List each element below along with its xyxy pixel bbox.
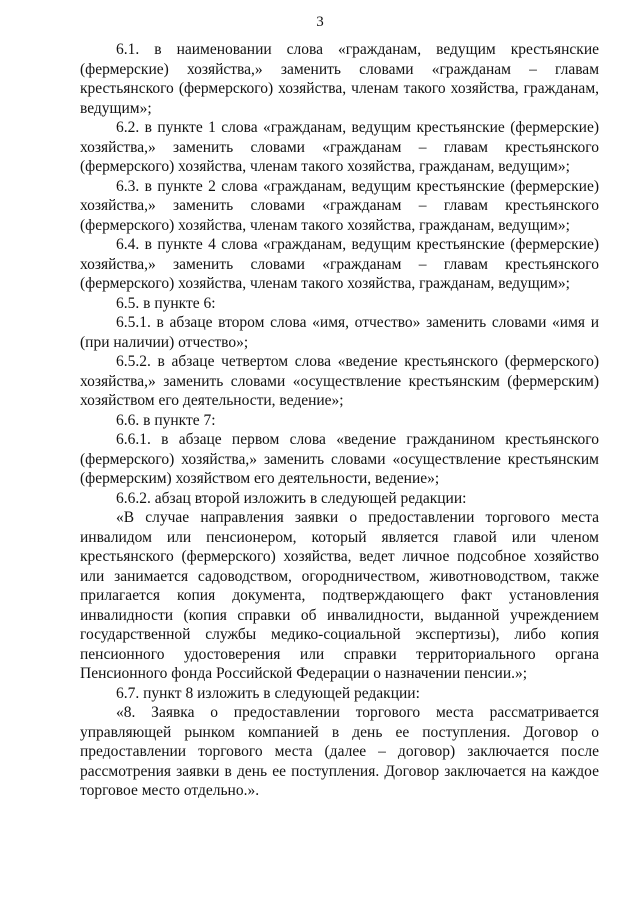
paragraph-6-7: 6.7. пункт 8 изложить в следующей редакции:: [116, 684, 420, 702]
document-body: [80, 40, 599, 801]
paragraph-6-6: 6.6. в пункте 7:: [116, 411, 216, 429]
paragraph-6-5: 6.5. в пункте 6:: [116, 294, 216, 312]
quoted-clause-point-8: «8. Заявка о предоставлении торгового места рассматривается управляющей рынком компанией в день ее поступления. Договор о предоставлении торгового места (далее – договор) заключается после рассмотрения заявки в день ее поступления. Договор заключается на каждое торговое место отдельно.».: [80, 704, 599, 799]
paragraph-6-4: 6.4. в пункте 4 слова «гражданам, ведущим крестьянские (фермерские) хозяйства,» заменить словами «гражданам – главам крестьянского (фермерского) хозяйства, членам такого хозяйства, гражданам, ведущим»;: [80, 236, 599, 292]
paragraph-6-1: 6.1. в наименовании слова «гражданам, ведущим крестьянские (фермерские) хозяйства,» заменить словами «гражданам – главам крестьянского (фермерского) хозяйства, членам такого хозяйства, гражданам, ведущим»;: [80, 41, 599, 117]
page-number: 3: [316, 14, 324, 30]
paragraph-6-3: 6.3. в пункте 2 слова «гражданам, ведущим крестьянские (фермерские) хозяйства,» заменить словами «гражданам – главам крестьянского (фермерского) хозяйства, членам такого хозяйства, гражданам, ведущим»;: [80, 177, 599, 234]
paragraph-6-5-2: 6.5.2. в абзаце четвертом слова «ведение крестьянского (фермерского) хозяйства,» заменить словами «осуществление крестьянским (фермерским) хозяйством его деятельности, ведение»;: [80, 353, 599, 409]
paragraph-6-6-2: 6.6.2. абзац второй изложить в следующей редакции:: [116, 489, 467, 507]
quoted-clause-disability: «В случае направления заявки о предоставлении торгового места инвалидом или пенсионером, который является главой или членом крестьянского (фермерского) хозяйства, ведет личное подсобное хозяйство или занимается садоводством, огородничеством, животноводством, также прилагается копия документа, подтверждающего факт установления инвалидности (копия справки об инвалидности, выданной учреждением государственной службы медико-социальной экспертизы), либо копия пенсионного удостоверения или справки территориального органа Пенсионного фонда Российской Федерации о назначении пенсии.»;: [80, 509, 599, 682]
paragraph-6-6-1: 6.6.1. в абзаце первом слова «ведение гражданином крестьянского (фермерского) хозяйства,» заменить словами «осуществление крестьянским (фермерским) хозяйством его деятельности, ведение»;: [80, 431, 599, 487]
paragraph-6-5-1: 6.5.1. в абзаце втором слова «имя, отчество» заменить словами «имя и (при наличии) отчество»;: [80, 314, 599, 351]
paragraph-6-2: 6.2. в пункте 1 слова «гражданам, ведущим крестьянские (фермерские) хозяйства,» заменить словами «гражданам – главам крестьянского (фермерского) хозяйства, членам такого хозяйства, гражданам, ведущим»;: [80, 119, 599, 175]
